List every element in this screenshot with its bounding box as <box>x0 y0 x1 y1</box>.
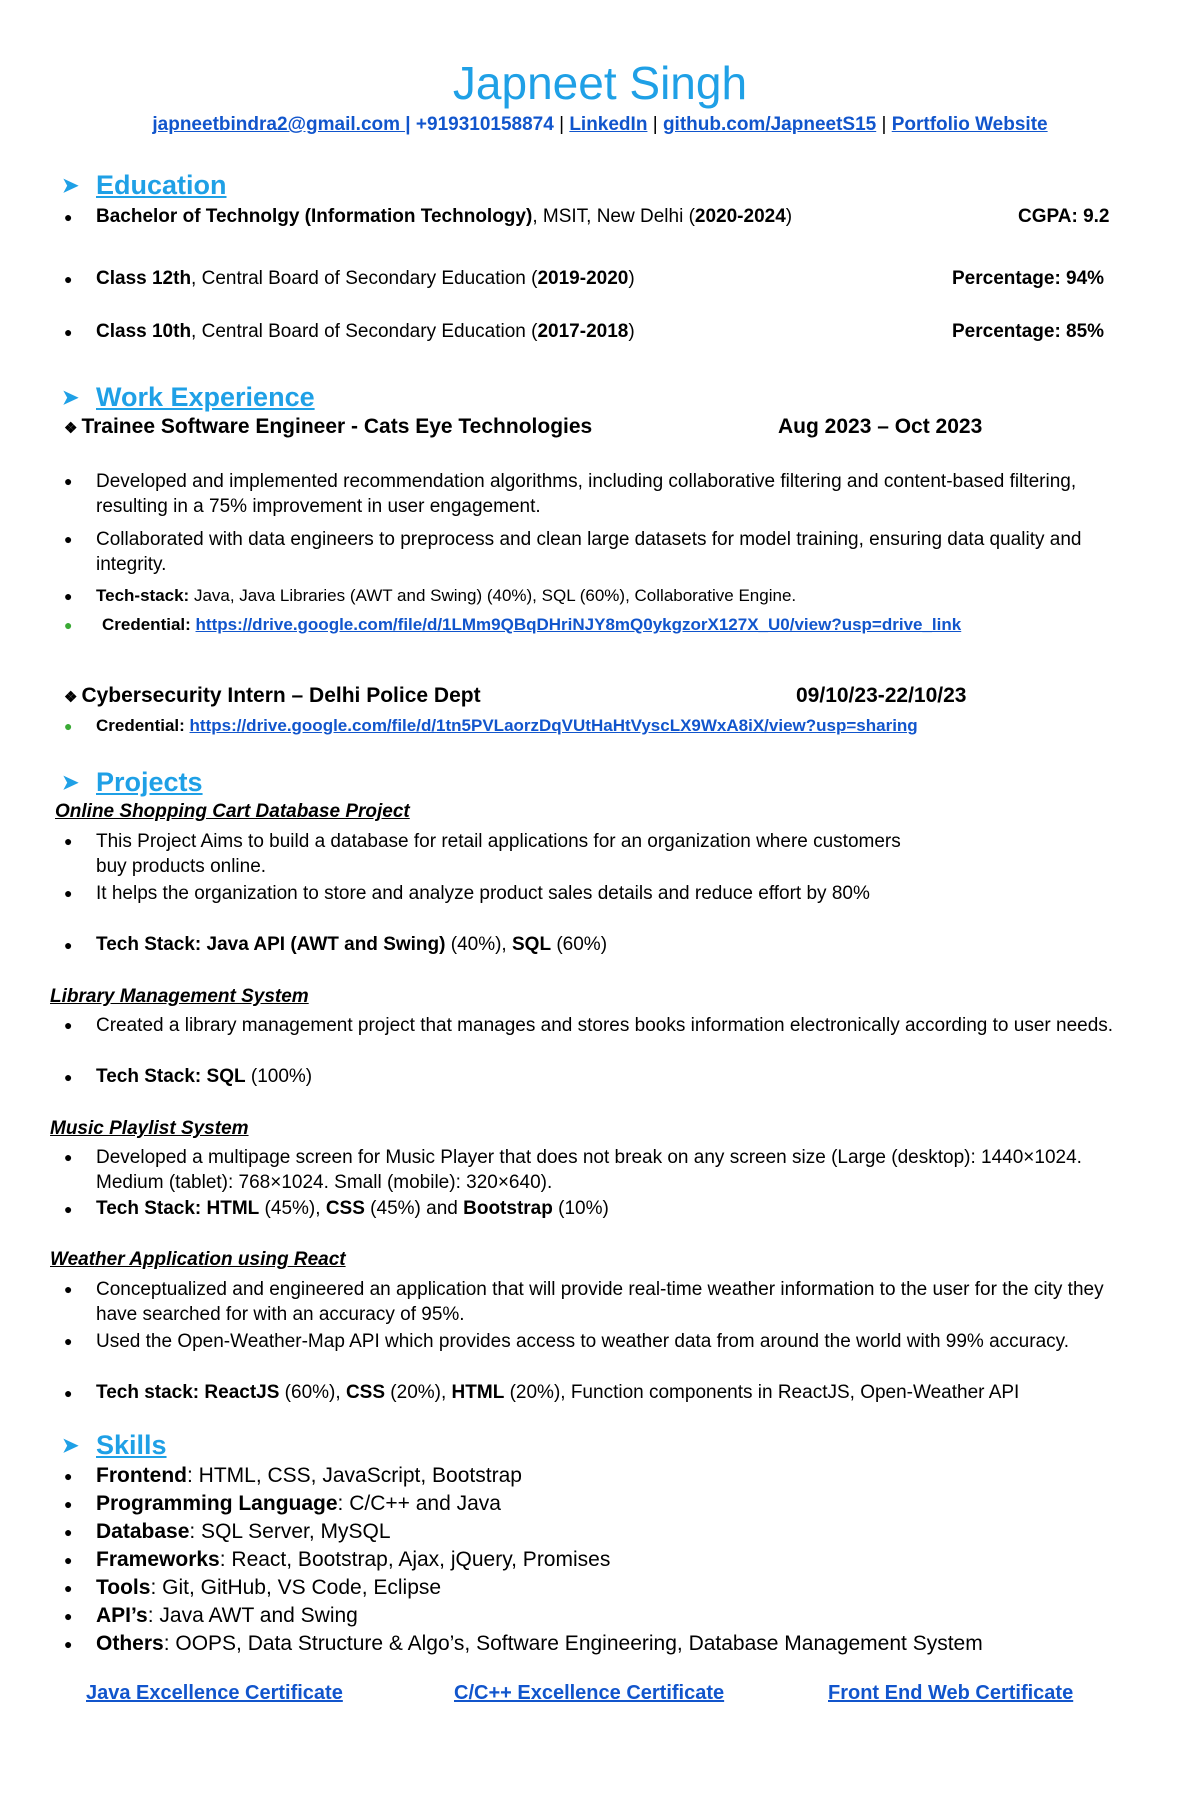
project-tech: Tech Stack: Java API (AWT and Swing) (40%), SQL (60%) <box>96 934 608 955</box>
project-tech: Tech Stack: SQL (100%) <box>96 1066 313 1087</box>
education-item: Class 10th, Central Board of Secondary Education (2017-2018) <box>96 321 635 342</box>
education-heading: ➤ Education <box>62 168 227 203</box>
project-bullet: It helps the organization to store and analyze product sales details and reduce effort by 80% <box>96 883 870 904</box>
separator: | <box>652 114 658 135</box>
bullet-icon: ● <box>64 1524 73 1540</box>
skill-item: Frontend: HTML, CSS, JavaScript, Bootstrap <box>96 1464 522 1487</box>
bullet-icon: ● <box>64 1281 73 1297</box>
skill-item: Programming Language: C/C++ and Java <box>96 1492 501 1515</box>
bullet-icon: ● <box>64 1201 73 1217</box>
bullet-icon: ● <box>64 833 73 849</box>
java-certificate-link[interactable]: Java Excellence Certificate <box>86 1682 343 1704</box>
separator: | <box>559 114 565 135</box>
arrow-icon: ➤ <box>62 387 79 409</box>
project-bullet: Created a library management project that manages and stores books information electronically according to user needs. <box>96 1015 1114 1036</box>
job-bullet: Developed and implemented recommendation algorithms, including collaborative filtering and content-based filtering, resulting in a 75% improvement in user engagement. <box>96 471 1077 517</box>
project-title: Music Playlist System <box>50 1118 249 1139</box>
project-tech: Tech stack: ReactJS (60%), CSS (20%), HTML (20%), Function components in ReactJS, Open-Weather API <box>96 1382 1020 1403</box>
education-score: Percentage: 85% <box>952 321 1105 342</box>
credential-link[interactable]: https://drive.google.com/file/d/1LMm9QBqDHriNJY8mQ0ykgzorX127X_U0/view?usp=drive_link <box>195 615 962 634</box>
job-dates: 09/10/23-22/10/23 <box>796 684 967 707</box>
project-bullet: This Project Aims to build a database for retail applications for an organization where customers buy products online. <box>96 831 901 877</box>
bullet-icon: ● <box>64 617 73 633</box>
projects-heading: ➤ Projects <box>62 765 203 800</box>
bullet-icon: ● <box>64 588 73 604</box>
bullet-icon: ● <box>64 473 73 489</box>
phone-number: +919310158874 <box>415 114 554 135</box>
skill-item: Frameworks: React, Bootstrap, Ajax, jQuery, Promises <box>96 1548 611 1571</box>
github-link[interactable]: github.com/JapneetS15 <box>662 114 877 135</box>
cpp-certificate-link[interactable]: C/C++ Excellence Certificate <box>454 1682 725 1704</box>
education-item: Bachelor of Technolgy (Information Technology), MSIT, New Delhi (2020-2024) <box>96 206 793 227</box>
credential-link[interactable]: https://drive.google.com/file/d/1tn5PVLaorzDqVUtHaHtVyscLX9WxA8iX/view?usp=sharing <box>189 716 918 735</box>
bullet-icon: ● <box>64 271 73 287</box>
bullet-icon: ● <box>64 1069 73 1085</box>
bullet-icon: ● <box>64 1017 73 1033</box>
skill-item: Database: SQL Server, MySQL <box>96 1520 391 1543</box>
job-title: ❖ Trainee Software Engineer - Cats Eye Technologies <box>64 415 593 438</box>
credential-line: Credential: https://drive.google.com/file/d/1LMm9QBqDHriNJY8mQ0ykgzorX127X_U0/view?usp=drive_link <box>102 615 962 634</box>
bullet-icon: ● <box>64 1580 73 1596</box>
arrow-icon: ➤ <box>62 1435 79 1457</box>
job-title: ❖ Cybersecurity Intern – Delhi Police Dept <box>64 684 481 707</box>
bullet-icon: ● <box>64 1636 73 1652</box>
work-heading: ➤ Work Experience <box>62 380 315 415</box>
bullet-icon: ● <box>64 324 73 340</box>
bullet-icon: ● <box>64 885 73 901</box>
linkedin-link[interactable]: LinkedIn <box>569 114 648 135</box>
diamond-icon: ❖ <box>64 420 78 437</box>
job-bullet: Collaborated with data engineers to preprocess and clean large datasets for model training, ensuring data quality and integrity. <box>96 529 1082 575</box>
bullet-icon: ● <box>64 531 73 547</box>
project-title: Weather Application using React <box>50 1249 346 1270</box>
frontend-certificate-link[interactable]: Front End Web Certificate <box>828 1682 1074 1704</box>
education-score: CGPA: 9.2 <box>1018 206 1110 227</box>
email-link[interactable]: japneetbindra2@gmail.com | <box>152 114 411 135</box>
project-bullet: Used the Open-Weather-Map API which provides access to weather data from around the world with 99% accuracy. <box>96 1331 1069 1352</box>
skill-item: Others: OOPS, Data Structure & Algo’s, Software Engineering, Database Management System <box>96 1632 983 1655</box>
skill-item: API’s: Java AWT and Swing <box>96 1604 358 1627</box>
project-title: Library Management System <box>50 986 309 1007</box>
education-item: Class 12th, Central Board of Secondary Education (2019-2020) <box>96 268 635 289</box>
separator: | <box>881 114 887 135</box>
project-bullet: Developed a multipage screen for Music Player that does not break on any screen size (Large (desktop): 1440×1024. Medium (tablet): 768×1024. Small (mobile): 320×640). <box>96 1147 1082 1193</box>
project-tech: Tech Stack: HTML (45%), CSS (45%) and Bootstrap (10%) <box>96 1198 609 1219</box>
bullet-icon: ● <box>64 718 73 734</box>
bullet-icon: ● <box>64 209 73 225</box>
bullet-icon: ● <box>64 1468 73 1484</box>
job-dates: Aug 2023 – Oct 2023 <box>778 415 983 438</box>
arrow-icon: ➤ <box>62 772 79 794</box>
skills-heading: ➤ Skills <box>62 1428 167 1463</box>
portfolio-link[interactable]: Portfolio Website <box>891 114 1048 135</box>
education-score: Percentage: 94% <box>952 268 1105 289</box>
project-bullet: Conceptualized and engineered an application that will provide real-time weather information to the user for the city they have searched for with an accuracy of 95%. <box>96 1279 1104 1325</box>
bullet-icon: ● <box>64 937 73 953</box>
bullet-icon: ● <box>64 1333 73 1349</box>
tech-stack: Tech-stack: Java, Java Libraries (AWT and Swing) (40%), SQL (60%), Collaborative Engine. <box>96 586 797 605</box>
bullet-icon: ● <box>64 1385 73 1401</box>
credential-line: Credential: https://drive.google.com/file/d/1tn5PVLaorzDqVUtHaHtVyscLX9WxA8iX/view?usp=sharing <box>96 716 918 735</box>
bullet-icon: ● <box>64 1149 73 1165</box>
bullet-icon: ● <box>64 1608 73 1624</box>
arrow-icon: ➤ <box>62 175 79 197</box>
bullet-icon: ● <box>64 1552 73 1568</box>
project-title: Online Shopping Cart Database Project <box>55 801 410 822</box>
diamond-icon: ❖ <box>64 689 78 706</box>
candidate-name: Japneet Singh <box>452 57 748 109</box>
bullet-icon: ● <box>64 1496 73 1512</box>
skill-item: Tools: Git, GitHub, VS Code, Eclipse <box>96 1576 442 1599</box>
contact-line <box>0 112 1200 138</box>
